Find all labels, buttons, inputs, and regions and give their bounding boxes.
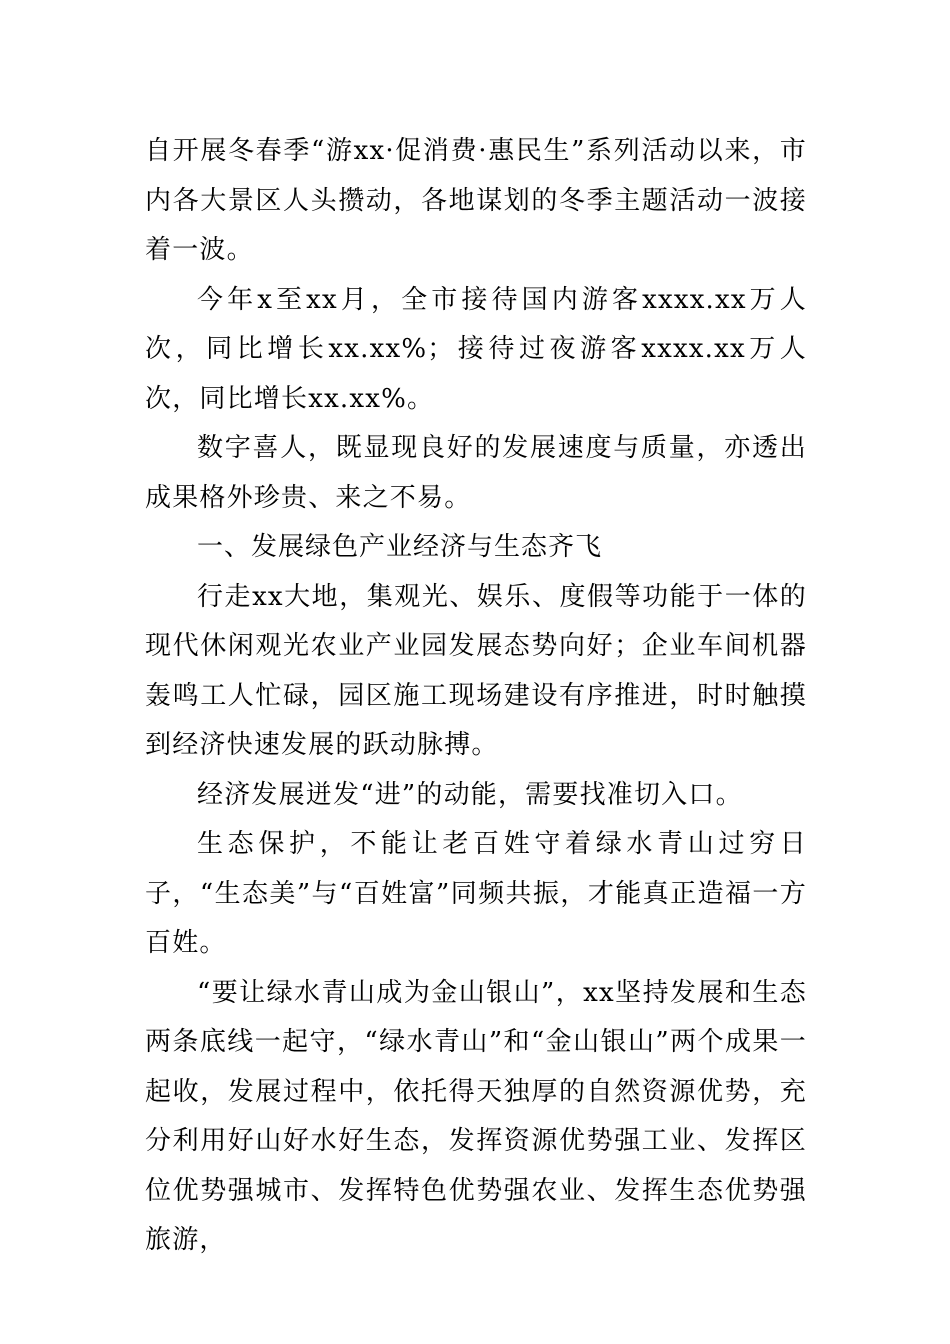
paragraph-industrial-park: 行走xx大地，集观光、娱乐、度假等功能于一体的现代休闲观光农业产业园发展态势向好；企业车间机器轰鸣工人忙碌，园区施工现场建设有序推进，时时触摸到经济快速发展的跃动脉搏。 (145, 581, 807, 760)
paragraph-activity-intro: 自开展冬春季“游xx·促消费·惠民生”系列活动以来，市内各大景区人头攒动，各地谋划的冬季主题活动一波接着一波。 (145, 136, 807, 265)
paragraph-visitor-statistics: 今年x至xx月，全市接待国内游客xxxx.xx万人次，同比增长xx.xx%；接待过夜游客xxxx.xx万人次，同比增长xx.xx%。 (145, 284, 807, 414)
paragraph-economic-momentum: 经济发展迸发“进”的动能，需要找准切入口。 (197, 779, 743, 810)
paragraph-ecological-protection: 生态保护，不能让老百姓守着绿水青山过穷日子，“生态美”与“百姓富”同频共振，才能真正造福一方百姓。 (145, 829, 807, 958)
paragraph-quality-remark: 数字喜人，既显现良好的发展速度与质量，亦透出成果格外珍贵、来之不易。 (145, 433, 807, 513)
section-heading-green-industry: 一、发展绿色产业经济与生态齐飞 (197, 532, 603, 562)
paragraph-green-mountains: “要让绿水青山成为金山银山”，xx坚持发展和生态两条底线一起守，“绿水青山”和“金山银山”两个成果一起收，发展过程中，依托得天独厚的自然资源优势，充分利用好山好水好生态，发挥资源优势强工业、发挥区位优势强城市、发挥特色优势强农业、发挥生态优势强旅游， (145, 977, 807, 1255)
document-body (145, 127, 807, 1266)
